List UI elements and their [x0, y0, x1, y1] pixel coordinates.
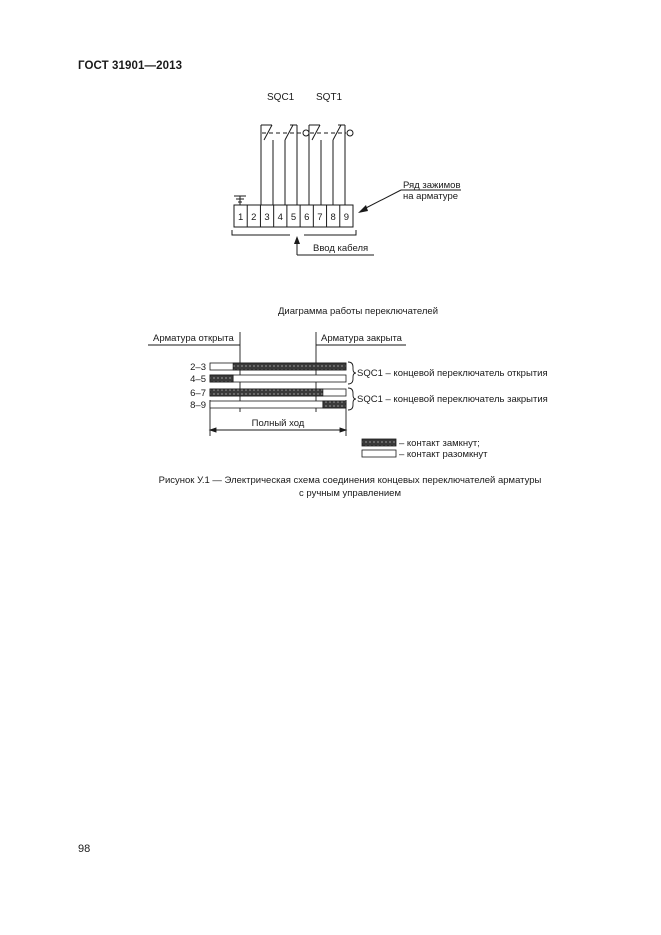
legend-open-label: – контакт разомкнут [399, 449, 488, 460]
contact-bar-closed [233, 363, 346, 370]
switch-sqc1 [261, 125, 309, 205]
open-label: Арматура открыта [153, 333, 234, 344]
terminal-row-label-2: на арматуре [403, 191, 459, 202]
row-label: 6–7 [190, 388, 206, 399]
terminal-row-label-1: Ряд зажимов [403, 180, 461, 191]
document-header: ГОСТ 31901—2013 [78, 60, 183, 72]
contact-bar-closed [210, 389, 323, 396]
caption-line-1: Рисунок У.1 — Электрическая схема соединения концевых переключателей арматуры [158, 475, 542, 486]
page-number: 98 [78, 843, 91, 855]
legend-closed-swatch [362, 439, 396, 446]
terminal-8: 8 [330, 212, 336, 223]
group1-label: SQC1 – концевой переключатель открытия [357, 368, 548, 379]
ground-icon [234, 196, 246, 205]
switch-label-sqt1: SQT1 [316, 92, 343, 103]
terminal-row-arrow [358, 190, 401, 213]
legend-open-swatch [362, 450, 396, 457]
group2-label: SQC1 – концевой переключатель закрытия [357, 394, 548, 405]
terminal-5: 5 [290, 212, 297, 223]
legend-closed-label: – контакт замкнут; [399, 438, 480, 449]
switch-diagram [148, 306, 548, 460]
terminal-block [234, 205, 353, 227]
full-stroke-label: Полный ход [251, 418, 305, 429]
schematic [232, 92, 461, 255]
terminal-4: 4 [277, 212, 283, 223]
diagram-title: Диаграмма работы переключателей [277, 306, 439, 317]
terminal-1: 1 [237, 212, 244, 223]
diagram-rows [190, 362, 346, 411]
terminal-9: 9 [343, 212, 350, 223]
switch-label-sqc1: SQC1 [267, 92, 295, 103]
cable-entry-label: Ввод кабеля [313, 243, 369, 254]
row-label: 4–5 [190, 374, 206, 385]
terminal-6: 6 [304, 212, 310, 223]
closed-label: Арматура закрыта [321, 333, 402, 344]
contact-bar-closed [323, 401, 346, 408]
switch-sqt1 [309, 125, 353, 205]
row-label: 2–3 [190, 362, 206, 373]
contact-bar-closed [210, 375, 233, 382]
terminal-3: 3 [264, 212, 270, 223]
row-label: 8–9 [190, 400, 206, 411]
terminal-2: 2 [251, 212, 257, 223]
caption-line-2: с ручным управлением [299, 488, 401, 499]
terminal-7: 7 [317, 212, 323, 223]
figure-caption [100, 474, 600, 500]
